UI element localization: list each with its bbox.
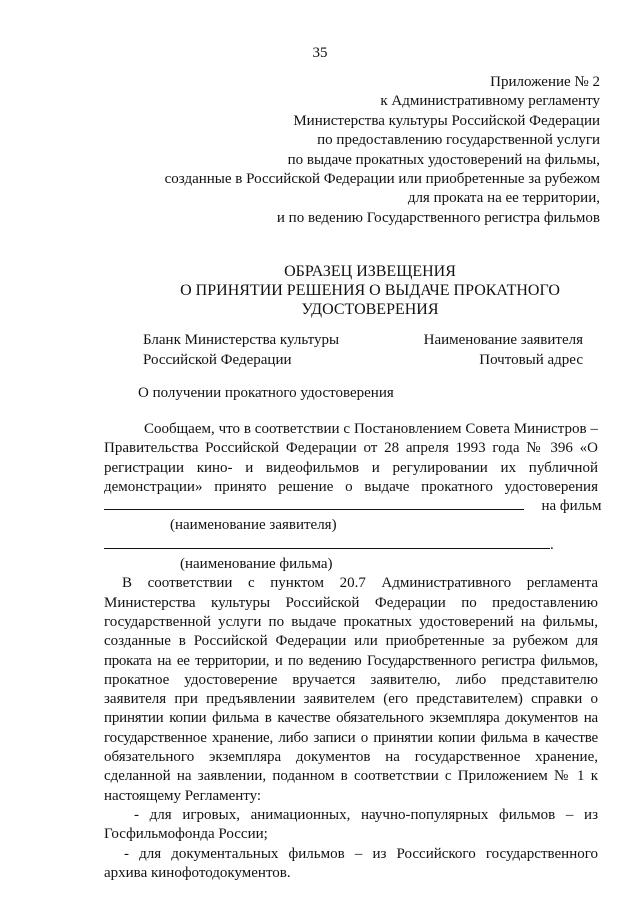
appendix-line: к Административному регламенту [380,93,600,110]
list-item-line: Госфильмофонда России; [104,826,268,843]
body-line: проката на ее территории, и по ведению Государственного регистра фильмов, [104,652,598,669]
body-line: государственное хранение, либо записи о принятии копии фильма в качестве [104,729,598,746]
recipient-line: Наименование заявителя [423,332,583,348]
document-title [50,262,640,319]
body-line: В соответствии с пунктом 20.7 Административного регламента [122,575,598,592]
film-blank-period: . [550,536,554,553]
sender-line: Российской Федерации [143,352,292,368]
film-tail-text: на фильм [541,498,602,515]
body-line: заявителя при предъявлении заявителем (его представителем) справки о [104,691,598,708]
appendix-line: по предоставлению государственной услуги [317,132,600,149]
applicant-caption: (наименование заявителя) [170,517,337,534]
appendix-line: по выдаче прокатных удостоверений на фильмы, [287,151,600,168]
recipient-block [424,330,583,370]
notice-body [104,420,602,883]
title-line: О ПРИНЯТИИ РЕШЕНИЯ О ВЫДАЧЕ ПРОКАТНОГО [180,282,560,299]
appendix-line: для проката на ее территории, [407,190,600,207]
body-line: сделанной на заявлении, поданном в соответствии с Приложением № 1 к [104,768,598,785]
applicant-blank-line [104,497,524,510]
appendix-line: и по ведению Государственного регистра фильмов [276,209,600,226]
page-number: 35 [312,45,328,61]
film-blank-row [104,536,598,555]
title-line: УДОСТОВЕРЕНИЯ [301,301,439,318]
title-line: ОБРАЗЕЦ ИЗВЕЩЕНИЯ [284,263,456,280]
film-blank-line [104,536,550,549]
body-line: настоящему Регламенту: [104,787,262,804]
applicant-blank-row [104,497,602,516]
body-line: созданные в Российской Федерации или приобретенные за рубежом для [104,633,598,650]
recipient-line: Почтовый адрес [479,352,583,368]
body-line: Сообщаем, что в соответствии с Постановлением Совета Министров – [144,421,598,437]
body-line: принятии копии фильма в качестве обязательного экземпляра документов на [104,710,598,727]
body-line: обязательного экземпляра документов на государственное хранение, [104,749,598,766]
body-line: прокатное удостоверение вручается заявителю, либо представителю [104,671,598,688]
body-line: Министерства культуры Российской Федерации по предоставлению [104,594,598,611]
appendix-line: Приложение № 2 [490,74,600,90]
list-item-line: - для игровых, анимационных, научно-популярных фильмов – из [134,806,598,823]
appendix-line: созданные в Российской Федерации или приобретенные за рубежом [164,171,600,188]
body-line: регистрации кино- и видеофильмов и регулировании их публичной [104,459,598,476]
list-item-line: архива кинофотодокументов. [104,864,291,881]
subject-line: О получении прокатного удостоверения [138,385,394,401]
body-line: государственной услуги по выдаче прокатных удостоверений на фильмы, [104,613,598,630]
sender-block [143,330,339,370]
sender-line: Бланк Министерства культуры [143,332,340,348]
body-line: демонстрации» принято решение о выдаче прокатного удостоверения [104,478,598,495]
body-line: Правительства Российской Федерации от 28 апреля 1993 года № 396 «О [104,440,598,457]
list-item-line: - для документальных фильмов – из Российского государственного [124,845,598,862]
appendix-line: Министерства культуры Российской Федерации [293,112,600,129]
appendix-reference [165,73,600,228]
film-caption: (наименование фильма) [180,556,333,573]
